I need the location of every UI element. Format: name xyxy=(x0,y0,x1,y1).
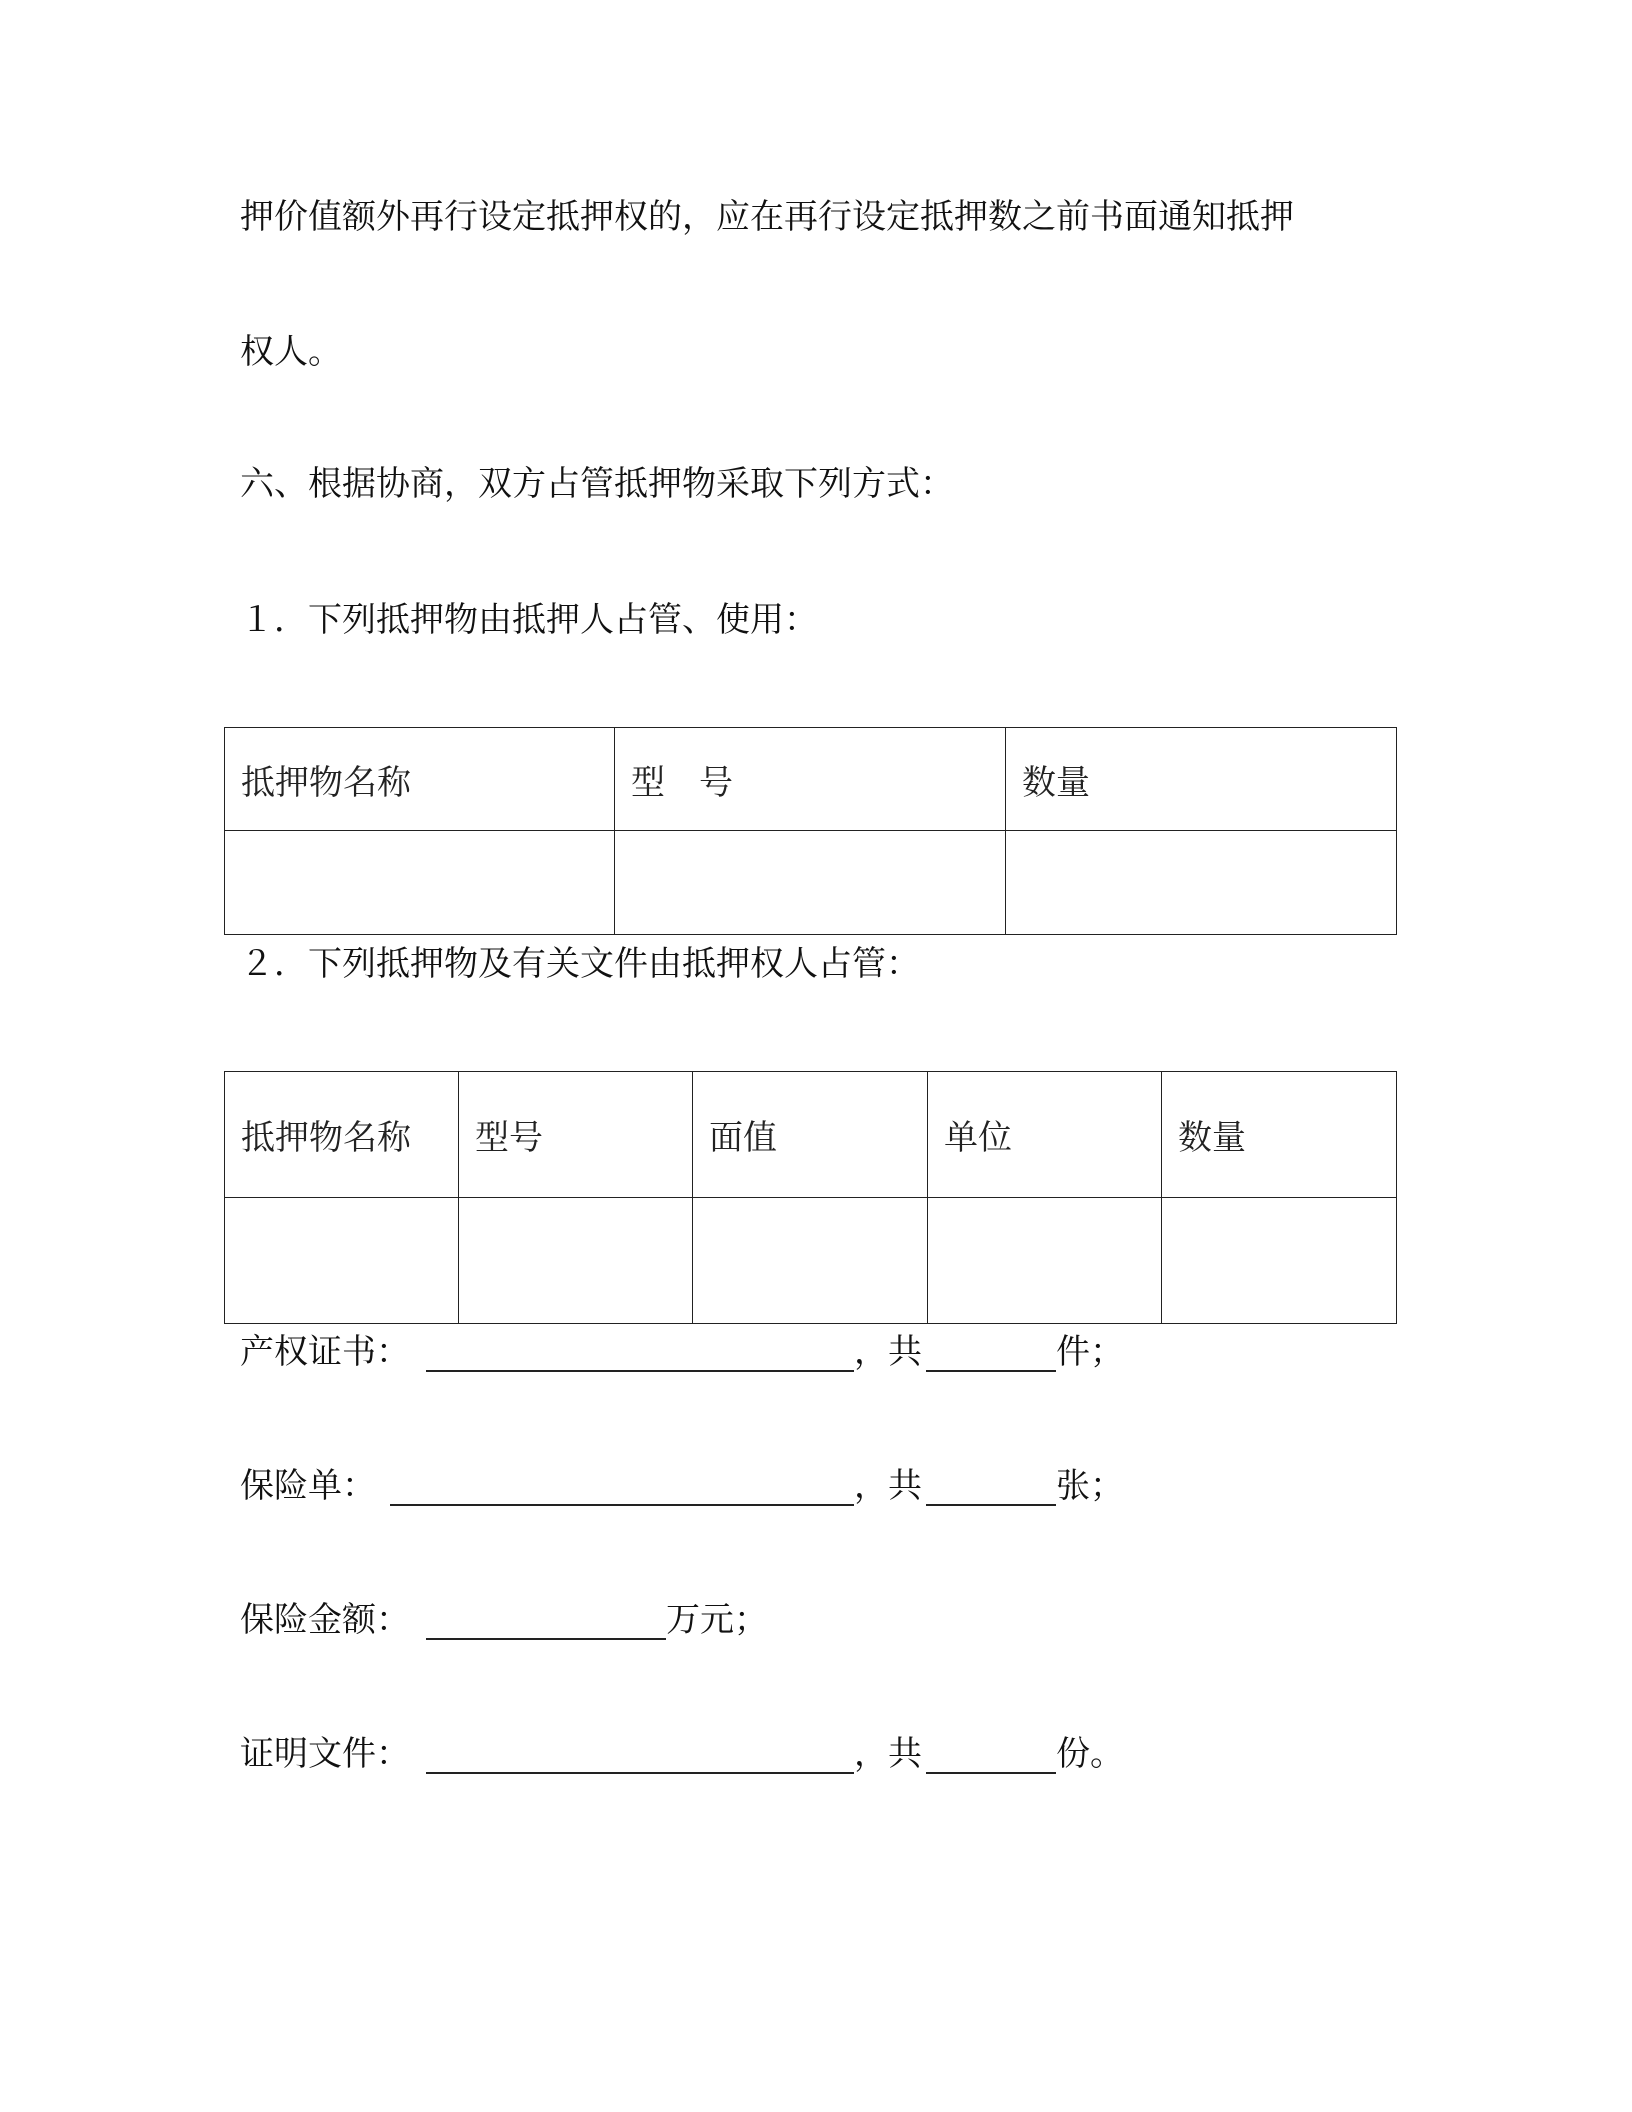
cell-unit[interactable] xyxy=(928,1198,1162,1324)
item-2-heading: ２．下列抵押物及有关文件由抵押权人占管： xyxy=(240,944,920,984)
header-unit: 单位 xyxy=(928,1072,1162,1198)
insurance-amount-label: 保险金额： xyxy=(240,1600,410,1640)
property-cert-blank[interactable] xyxy=(426,1370,854,1372)
insurance-policy-count-blank[interactable] xyxy=(926,1504,1056,1506)
insurance-policy-field xyxy=(240,1464,1140,1508)
property-cert-total-label: ，共 xyxy=(854,1332,922,1372)
insurance-policy-total-label: ，共 xyxy=(854,1466,922,1506)
cell-quantity[interactable] xyxy=(1162,1198,1397,1324)
property-cert-field xyxy=(240,1330,1140,1374)
property-cert-label: 产权证书： xyxy=(240,1332,410,1372)
cell-face-value[interactable] xyxy=(693,1198,928,1324)
certificates-blank[interactable] xyxy=(426,1772,854,1774)
table-row xyxy=(225,831,1397,935)
item-1-heading: １．下列抵押物由抵押人占管、使用： xyxy=(240,600,818,640)
insurance-policy-blank[interactable] xyxy=(390,1504,854,1506)
insurance-amount-field xyxy=(240,1598,1140,1642)
table-header-row xyxy=(225,728,1397,831)
insurance-policy-unit: 张； xyxy=(1056,1466,1124,1506)
cell-quantity[interactable] xyxy=(1006,831,1397,935)
header-face-value: 面值 xyxy=(693,1072,928,1198)
insurance-amount-unit: 万元； xyxy=(666,1600,768,1640)
table-possessor-items xyxy=(224,727,1397,935)
table-header-row xyxy=(225,1072,1397,1198)
header-model: 型号 xyxy=(459,1072,693,1198)
header-model: 型 号 xyxy=(615,728,1006,831)
table-row xyxy=(225,1198,1397,1324)
insurance-amount-blank[interactable] xyxy=(426,1638,666,1640)
header-collateral-name: 抵押物名称 xyxy=(225,1072,459,1198)
certificates-unit: 份。 xyxy=(1056,1734,1124,1774)
header-quantity: 数量 xyxy=(1006,728,1397,831)
cell-model[interactable] xyxy=(615,831,1006,935)
header-quantity: 数量 xyxy=(1162,1072,1397,1198)
insurance-policy-label: 保险单： xyxy=(240,1466,376,1506)
cell-model[interactable] xyxy=(459,1198,693,1324)
certificates-label: 证明文件： xyxy=(240,1734,410,1774)
paragraph-line-1: 押价值额外再行设定抵押权的，应在再行设定抵押数之前书面通知抵押 xyxy=(240,197,1294,237)
paragraph-line-2: 权人。 xyxy=(240,332,342,372)
section-6-heading: 六、根据协商，双方占管抵押物采取下列方式： xyxy=(240,464,954,504)
property-cert-count-blank[interactable] xyxy=(926,1370,1056,1372)
cell-collateral-name[interactable] xyxy=(225,831,615,935)
cell-collateral-name[interactable] xyxy=(225,1198,459,1324)
certificates-field xyxy=(240,1732,1140,1776)
header-collateral-name: 抵押物名称 xyxy=(225,728,615,831)
property-cert-unit: 件； xyxy=(1056,1332,1124,1372)
certificates-count-blank[interactable] xyxy=(926,1772,1056,1774)
certificates-total-label: ，共 xyxy=(854,1734,922,1774)
table-holder-items xyxy=(224,1071,1397,1324)
